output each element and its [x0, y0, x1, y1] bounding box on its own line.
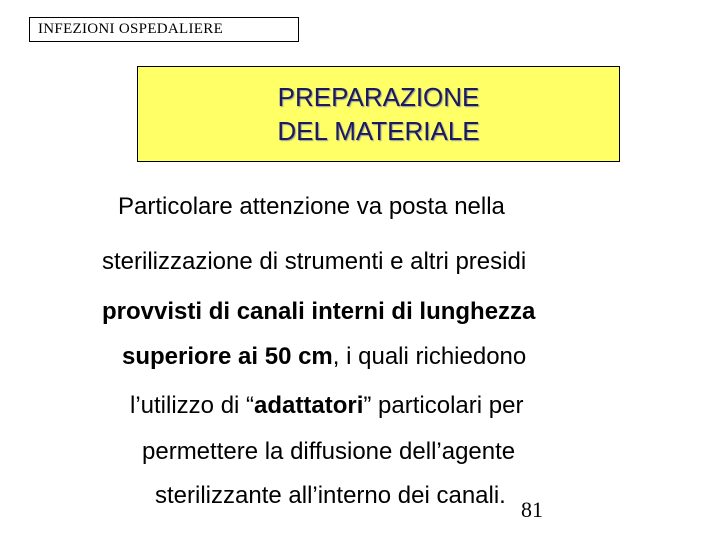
section-header: [29, 17, 299, 42]
body-line-2: sterilizzazione di strumenti e altri presidi: [102, 248, 527, 275]
body-line-1: Particolare attenzione va posta nella: [118, 193, 505, 220]
body-line-4: [122, 342, 526, 372]
page-number: 81: [521, 497, 543, 522]
body-line-7: sterilizzante all’interno dei canali.: [155, 482, 506, 509]
body-line-3: provvisti di canali interni di lunghezza: [102, 298, 536, 325]
section-header-label: INFEZIONI OSPEDALIERE: [38, 21, 224, 37]
body-line-4-emphasis: superiore ai 50 cm: [122, 343, 333, 370]
body-line-4-rest: , i quali richiedono: [332, 343, 527, 370]
body-line-6: permettere la diffusione dell’agente: [142, 438, 516, 465]
body-line-5-end: ” particolari per: [363, 392, 524, 419]
body-line-5-emphasis: adattatori: [254, 392, 364, 419]
body-line-5: [130, 391, 523, 421]
title-line-2: DEL MATERIALE: [277, 116, 480, 146]
title-line-1: PREPARAZIONE: [277, 82, 480, 112]
body-line-5-start: l’utilizzo di “: [130, 392, 255, 419]
title-box: [137, 66, 620, 162]
